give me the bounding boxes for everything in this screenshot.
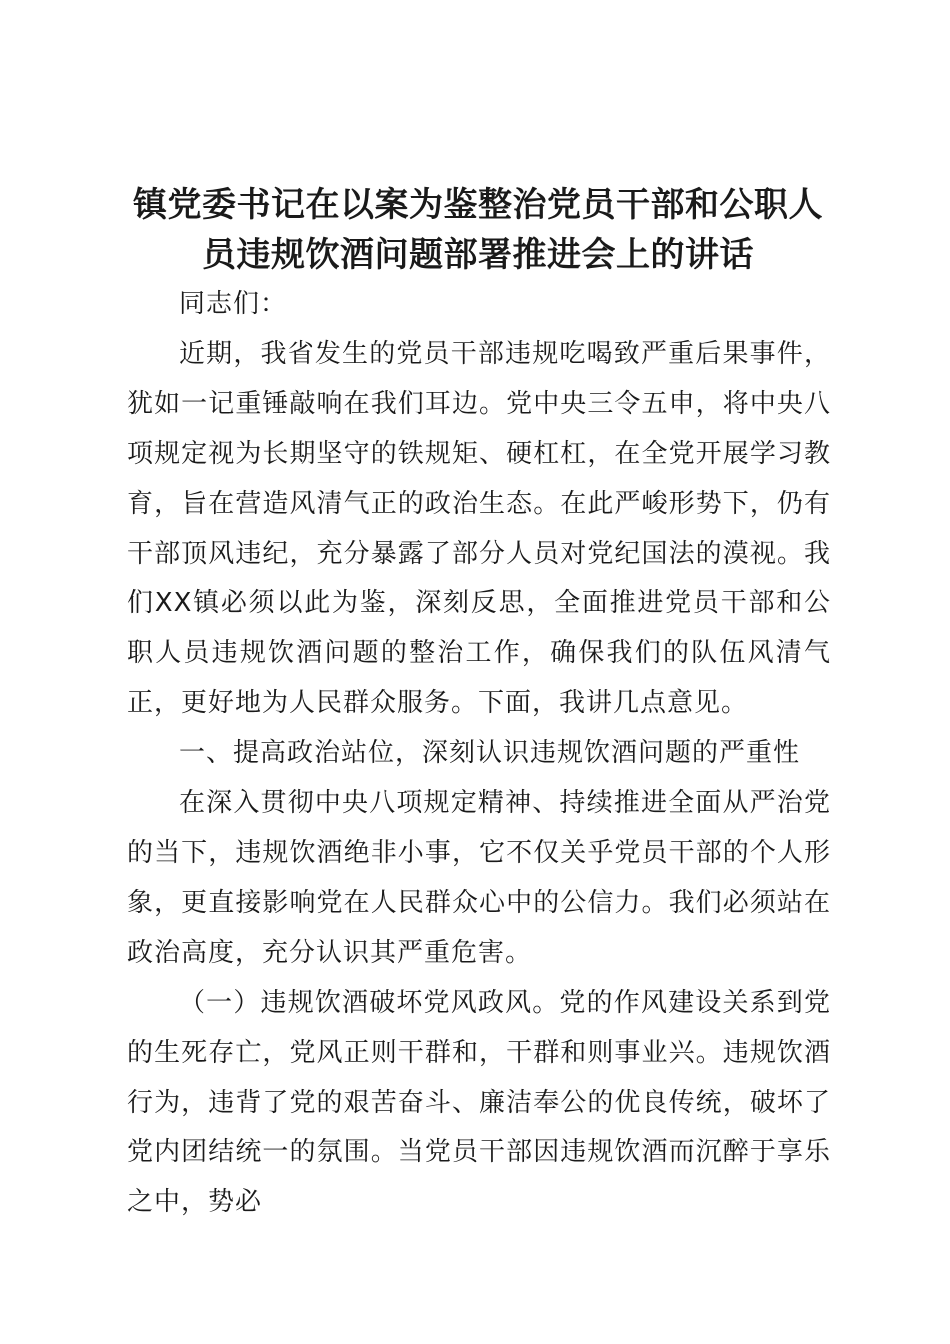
document-title: 镇党委书记在以案为鉴整治党员干部和公职人员违规饮酒问题部署推进会上的讲话 [133,185,823,275]
paragraph-subsection-1: （一）违规饮酒破坏党风政风。党的作风建设关系到党的生死存亡，党风正则干群和，干群和则事业兴。违规饮酒行为，违背了党的艰苦奋斗、廉洁奉公的优良传统，破坏了党内团结统一的氛围。当党员干部因违规饮酒而沉醉于享乐之中，势必 [127,987,831,1218]
salutation: 同志们： [179,289,288,319]
paragraph-intro: 近期，我省发生的党员干部违规吃喝致严重后果事件，犹如一记重锤敲响在我们耳边。党中央三令五申，将中央八项规定视为长期坚守的铁规矩、硬杠杠，在全党开展学习教育，旨在营造风清气正的政治生态。在此严峻形势下，仍有干部顶风违纪，充分暴露了部分人员对党纪国法的漠视。我们XX镇必须以此为鉴，深刻反思，全面推进党员干部和公职人员违规饮酒问题的整治工作，确保我们的队伍风清气正，更好地为人民群众服务。下面，我讲几点意见。 [127,338,831,719]
document-body [127,280,831,1228]
paragraph-section-1: 在深入贯彻中央八项规定精神、持续推进全面从严治党的当下，违规饮酒绝非小事，它不仅关乎党员干部的个人形象，更直接影响党在人民群众心中的公信力。我们必须站在政治高度，充分认识其严重危害。 [127,788,831,968]
section-heading-1: 一、提高政治站位，深刻认识违规饮酒问题的严重性 [179,738,801,769]
